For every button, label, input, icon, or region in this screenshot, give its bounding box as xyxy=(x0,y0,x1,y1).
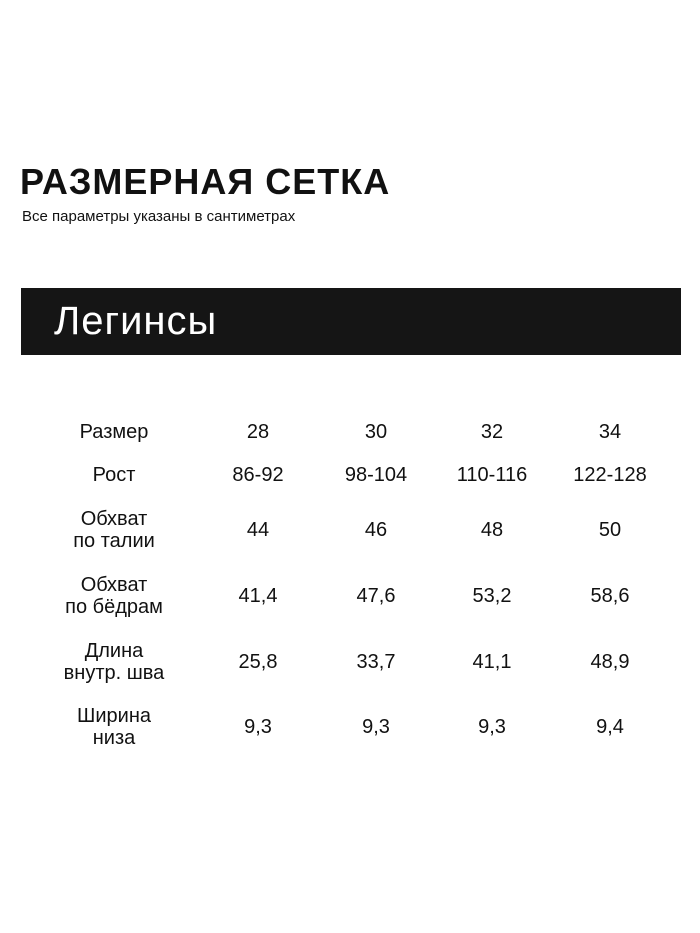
table-cell: 34 xyxy=(598,421,622,443)
row-label-line: Обхват xyxy=(80,574,148,596)
page-subtitle: Все параметры указаны в сантиметрах xyxy=(22,208,296,225)
row-label-line: по талии xyxy=(73,530,155,552)
table-cell: 48 xyxy=(480,519,504,541)
row-label xyxy=(24,464,204,486)
table-cell: 9,4 xyxy=(596,716,624,738)
row-label xyxy=(24,421,204,443)
page-title: РАЗМЕРНАЯ СЕТКА xyxy=(20,161,391,202)
row-label xyxy=(24,705,204,749)
table-cell: 9,3 xyxy=(362,716,390,738)
table-cell: 41,1 xyxy=(472,651,512,673)
table-cell: 86-92 xyxy=(232,464,284,486)
row-label-line: Длина xyxy=(84,640,144,662)
category-banner xyxy=(21,288,681,355)
table-cell: 28 xyxy=(246,421,270,443)
row-label-line: низа xyxy=(92,727,136,749)
table-cell: 33,7 xyxy=(356,651,396,673)
table-cell: 46 xyxy=(364,519,388,541)
table-cell: 98-104 xyxy=(344,464,408,486)
table-cell: 50 xyxy=(598,519,622,541)
category-banner-label: Легинсы xyxy=(54,299,218,343)
table-cell: 44 xyxy=(246,519,270,541)
table-cell: 110-116 xyxy=(456,464,528,486)
row-label-line: Размер xyxy=(79,421,149,443)
row-label-line: внутр. шва xyxy=(63,662,165,684)
table-cell: 58,6 xyxy=(590,585,630,607)
row-label xyxy=(24,508,204,552)
table-cell: 48,9 xyxy=(590,651,630,673)
table-cell: 30 xyxy=(364,421,388,443)
row-label-line: Обхват xyxy=(80,508,148,530)
table-cell: 47,6 xyxy=(356,585,396,607)
table-cell: 53,2 xyxy=(472,585,512,607)
row-label xyxy=(24,640,204,684)
table-cell: 41,4 xyxy=(238,585,278,607)
row-label-line: Ширина xyxy=(77,705,151,727)
table-cell: 122-128 xyxy=(573,464,647,486)
table-cell: 32 xyxy=(480,421,504,443)
row-label-line: Рост xyxy=(92,464,136,486)
table-cell: 9,3 xyxy=(244,716,272,738)
table-cell: 9,3 xyxy=(478,716,506,738)
row-label xyxy=(24,574,204,618)
table-cell: 25,8 xyxy=(238,651,278,673)
row-label-line: по бёдрам xyxy=(65,596,163,618)
